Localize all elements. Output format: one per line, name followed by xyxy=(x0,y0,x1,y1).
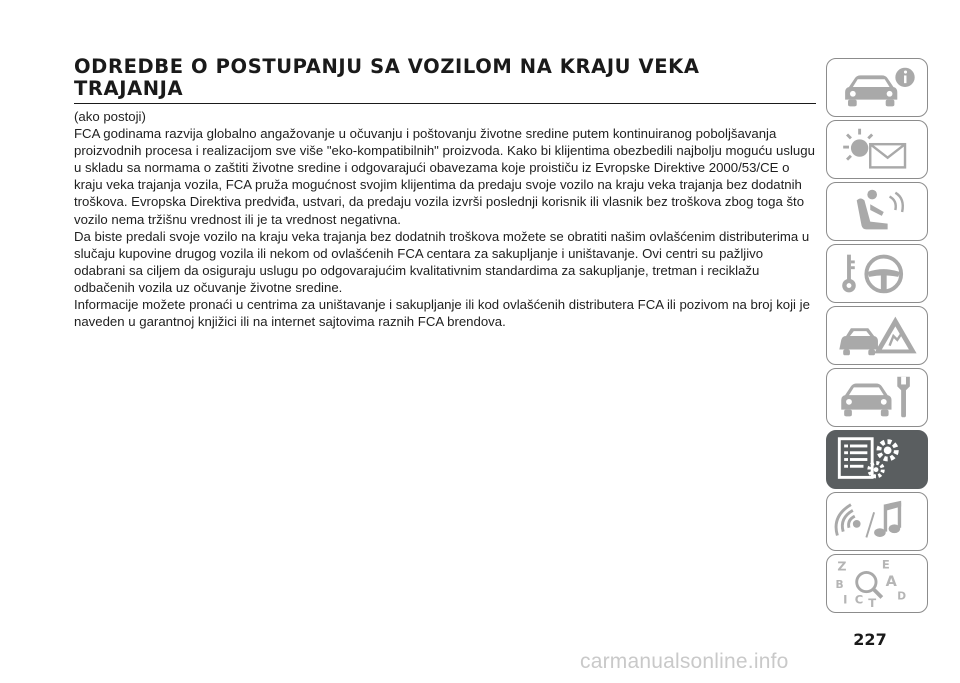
paragraph-delivery: Da biste predali svoje vozilo na kraju veka trajanja bez dodatnih troškova možete se obratiti našim ovlašćenim distributerima u slučaju kupovine drugog vozila ili nekom od ovlašćenih FCA centara za sakupljanje i uništavanje. Ovi centri su pažljivo odabrani sa ciljem da osiguraju uslugu po odgovarajućim kvalitativnim standardima za sakupljanje, tretman i reciklažu odbačenih vozila uz očuvanje životne sredine. xyxy=(74,228,810,295)
index-letter: Z xyxy=(837,558,847,574)
tab-safety[interactable] xyxy=(826,182,928,241)
index-letter: I xyxy=(843,592,848,607)
tab-maintenance[interactable] xyxy=(826,368,928,427)
footer-watermark-link[interactable]: carmanualsonline.info xyxy=(580,650,789,673)
car-info-icon xyxy=(827,59,927,116)
title-divider xyxy=(74,103,816,104)
warning-lights-icon xyxy=(827,121,927,178)
paragraph-information: Informacije možete pronaći u centrima za uništavanje i sakupljanje ili kod ovlašćenih distributera FCA ili pozivom na broj koji je naveden u garantnoj knjižici ili na internet sajtovima raznih FCA brendova. xyxy=(74,297,810,330)
tab-multimedia[interactable] xyxy=(826,492,928,551)
technical-data-icon xyxy=(827,431,927,488)
paragraph-note: (ako postoji) xyxy=(74,109,146,124)
page-title: ODREDBE O POSTUPANJU SA VOZILOM NA KRAJU VEKA TRAJANJA xyxy=(74,55,700,100)
tab-emergency[interactable] xyxy=(826,306,928,365)
alphabetical-index-icon xyxy=(827,555,927,612)
tab-car-info[interactable] xyxy=(826,58,928,117)
page-content xyxy=(74,56,816,330)
tab-technical-data[interactable] xyxy=(826,430,928,489)
index-letter: T xyxy=(868,596,877,611)
index-letter: E xyxy=(881,557,890,572)
index-letter: D xyxy=(897,589,907,603)
tab-warning-lights[interactable] xyxy=(826,120,928,179)
airbag-safety-icon xyxy=(827,183,927,240)
car-maintenance-icon xyxy=(827,369,927,426)
tab-starting-driving[interactable] xyxy=(826,244,928,303)
index-letter: C xyxy=(854,592,864,607)
steering-wheel-icon xyxy=(827,245,927,302)
index-letter: B xyxy=(835,577,844,591)
index-letter: A xyxy=(885,573,897,590)
page-number: 227 xyxy=(853,630,887,649)
multimedia-icon xyxy=(827,493,927,550)
tab-index[interactable] xyxy=(826,554,928,613)
breakdown-triangle-icon xyxy=(827,307,927,364)
paragraph-intro: FCA godinama razvija globalno angažovanje u očuvanju i poštovanju životne sredine putem kontinuiranog poboljšavanja proizvodnih procesa i realizacijom sve više "eko-kompatibilnih" proizvoda. Kako bi klijentima obezbedili najbolju moguću uslugu u skladu sa normama o zaštiti životne sredine i odgovarajući obavezama koje proističu iz Evropske Direktive 2000/53/CE o kraju veka trajanja vozila, FCA pruža mogućnost svojim klijentima da predaju svoje vozilo na kraju veka trajanja bez dodatnih troškova. Evropska Direktiva predviđa, ustvari, da predaju vozila izvrši poslednji korisnik ili vlasnik bez troškova zbog toga što vozilo nema tržišnu vrednost ili je ta vrednost negativna. xyxy=(74,126,815,227)
